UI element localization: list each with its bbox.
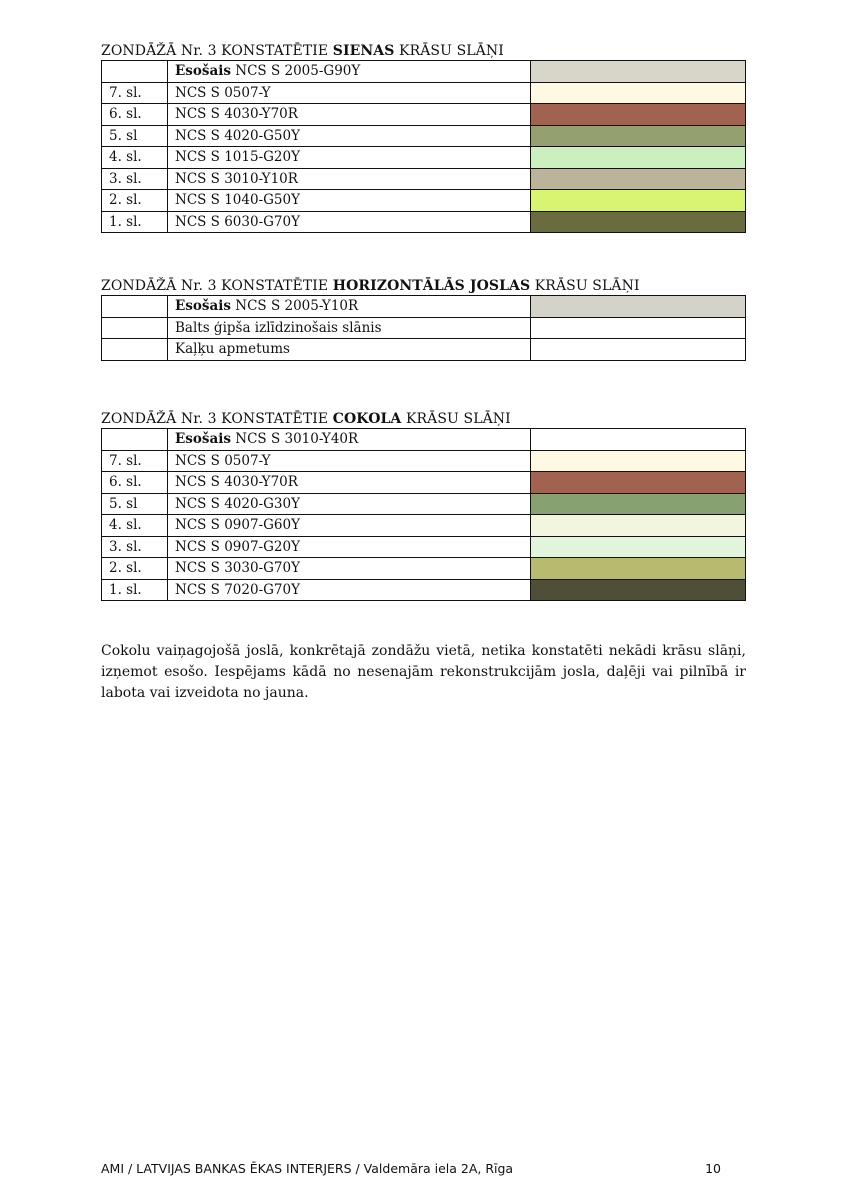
layer-cell: 6. sl. [102, 104, 168, 126]
code-cell [168, 211, 531, 233]
code-text: NCS S 4030-Y70R [175, 474, 298, 491]
code-cell [168, 168, 531, 190]
code-text: NCS S 0507-Y [175, 452, 271, 469]
code-cell [168, 82, 531, 104]
existing-label: Esošais [175, 431, 231, 448]
code-text: Balts ģipša izlīdzinošais slānis [175, 319, 382, 336]
section-horizontal-band [101, 277, 746, 361]
layer-cell [102, 429, 168, 451]
table-row [102, 579, 746, 601]
code-text: NCS S 3030-G70Y [175, 560, 301, 577]
code-text: NCS S 2005-G90Y [230, 63, 361, 80]
title-text: ZONDĀŽĀ Nr. 3 KONSTATĒTIE [101, 278, 333, 294]
table-row [102, 515, 746, 537]
layer-cell: 1. sl. [102, 579, 168, 601]
title-bold: SIENAS [332, 43, 395, 59]
color-swatch [531, 558, 746, 580]
color-swatch [531, 211, 746, 233]
title-text: KRĀSU SLĀŅI [530, 278, 640, 294]
color-swatch [531, 317, 746, 339]
code-text: NCS S 3010-Y10R [175, 170, 298, 187]
code-cell [168, 317, 531, 339]
layer-cell: 2. sl. [102, 558, 168, 580]
layer-cell [102, 339, 168, 361]
title-text: KRĀSU SLĀŅI [401, 411, 511, 427]
color-swatch [531, 296, 746, 318]
code-text: NCS S 1040-G50Y [175, 192, 301, 209]
section-wall [101, 42, 746, 233]
color-swatch [531, 168, 746, 190]
layer-cell: 7. sl. [102, 82, 168, 104]
layer-cell: 3. sl. [102, 168, 168, 190]
color-swatch [531, 125, 746, 147]
title-bold: HORIZONTĀLĀS JOSLAS [332, 278, 531, 294]
layer-cell: 5. sl [102, 125, 168, 147]
title-bold: COKOLA [332, 411, 402, 427]
layer-cell: 3. sl. [102, 536, 168, 558]
table-row [102, 125, 746, 147]
code-cell [168, 493, 531, 515]
section-title [101, 410, 746, 428]
code-cell [168, 429, 531, 451]
page-footer [101, 1161, 721, 1176]
code-cell [168, 515, 531, 537]
existing-label: Esošais [175, 63, 231, 80]
table-row [102, 493, 746, 515]
title-text: ZONDĀŽĀ Nr. 3 KONSTATĒTIE [101, 411, 333, 427]
table-row [102, 450, 746, 472]
color-swatch [531, 82, 746, 104]
title-text: ZONDĀŽĀ Nr. 3 KONSTATĒTIE [101, 43, 333, 59]
color-swatch [531, 104, 746, 126]
footer-text: AMI / LATVIJAS BANKAS ĒKAS INTERJERS / Valdemāra iela 2A, Rīga [101, 1161, 514, 1176]
code-text: NCS S 4030-Y70R [175, 106, 298, 123]
layer-cell [102, 317, 168, 339]
code-text: NCS S 1015-G20Y [175, 149, 301, 166]
code-text: NCS S 4020-G50Y [175, 127, 301, 144]
code-text: NCS S 0507-Y [175, 84, 271, 101]
table-row [102, 558, 746, 580]
title-text: KRĀSU SLĀŅI [394, 43, 504, 59]
layer-cell: 7. sl. [102, 450, 168, 472]
color-swatch [531, 579, 746, 601]
color-swatch [531, 61, 746, 83]
table-row [102, 147, 746, 169]
code-cell [168, 296, 531, 318]
note-paragraph: Cokolu vaiņagojošā joslā, konkrētajā zondāžu vietā, netika konstatēti nekādi krāsu slāņi, izņemot esošo. Iespējams kādā no nesenajām rekonstrukcijām josla, daļēji vai pilnībā ir labota vai izveidota no jauna. [101, 643, 746, 701]
table-row [102, 339, 746, 361]
section-plinth [101, 410, 746, 601]
layer-cell: 1. sl. [102, 211, 168, 233]
layer-cell [102, 296, 168, 318]
table-row [102, 536, 746, 558]
color-swatch [531, 536, 746, 558]
existing-label: Esošais [175, 298, 231, 315]
code-text: NCS S 2005-Y10R [230, 298, 359, 315]
table-row [102, 104, 746, 126]
table-row [102, 296, 746, 318]
table-row [102, 211, 746, 233]
table-row [102, 472, 746, 494]
code-text: NCS S 3010-Y40R [230, 431, 359, 448]
color-swatch [531, 190, 746, 212]
color-swatch [531, 450, 746, 472]
layer-cell: 5. sl [102, 493, 168, 515]
code-cell [168, 472, 531, 494]
code-text: NCS S 6030-G70Y [175, 213, 301, 230]
code-text: NCS S 0907-G60Y [175, 517, 301, 534]
code-text: NCS S 4020-G30Y [175, 495, 301, 512]
color-swatch [531, 429, 746, 451]
color-swatch [531, 472, 746, 494]
layer-cell: 6. sl. [102, 472, 168, 494]
page-number: 10 [705, 1161, 721, 1176]
code-cell [168, 579, 531, 601]
layer-cell: 2. sl. [102, 190, 168, 212]
code-text: NCS S 7020-G70Y [175, 581, 301, 598]
table-row [102, 190, 746, 212]
layer-cell [102, 61, 168, 83]
section-title [101, 42, 746, 60]
code-cell [168, 339, 531, 361]
code-cell [168, 450, 531, 472]
code-cell [168, 125, 531, 147]
layers-table [101, 428, 746, 601]
color-swatch [531, 493, 746, 515]
table-row [102, 82, 746, 104]
code-cell [168, 104, 531, 126]
code-text: NCS S 0907-G20Y [175, 538, 301, 555]
layers-table [101, 60, 746, 233]
code-cell [168, 536, 531, 558]
code-cell [168, 147, 531, 169]
layer-cell: 4. sl. [102, 515, 168, 537]
layers-table [101, 295, 746, 361]
table-row [102, 168, 746, 190]
color-swatch [531, 515, 746, 537]
table-row [102, 61, 746, 83]
code-cell [168, 190, 531, 212]
table-row [102, 429, 746, 451]
color-swatch [531, 147, 746, 169]
code-cell [168, 61, 531, 83]
layer-cell: 4. sl. [102, 147, 168, 169]
code-cell [168, 558, 531, 580]
code-text: Kaļķu apmetums [175, 341, 290, 358]
table-row [102, 317, 746, 339]
section-title [101, 277, 746, 295]
color-swatch [531, 339, 746, 361]
